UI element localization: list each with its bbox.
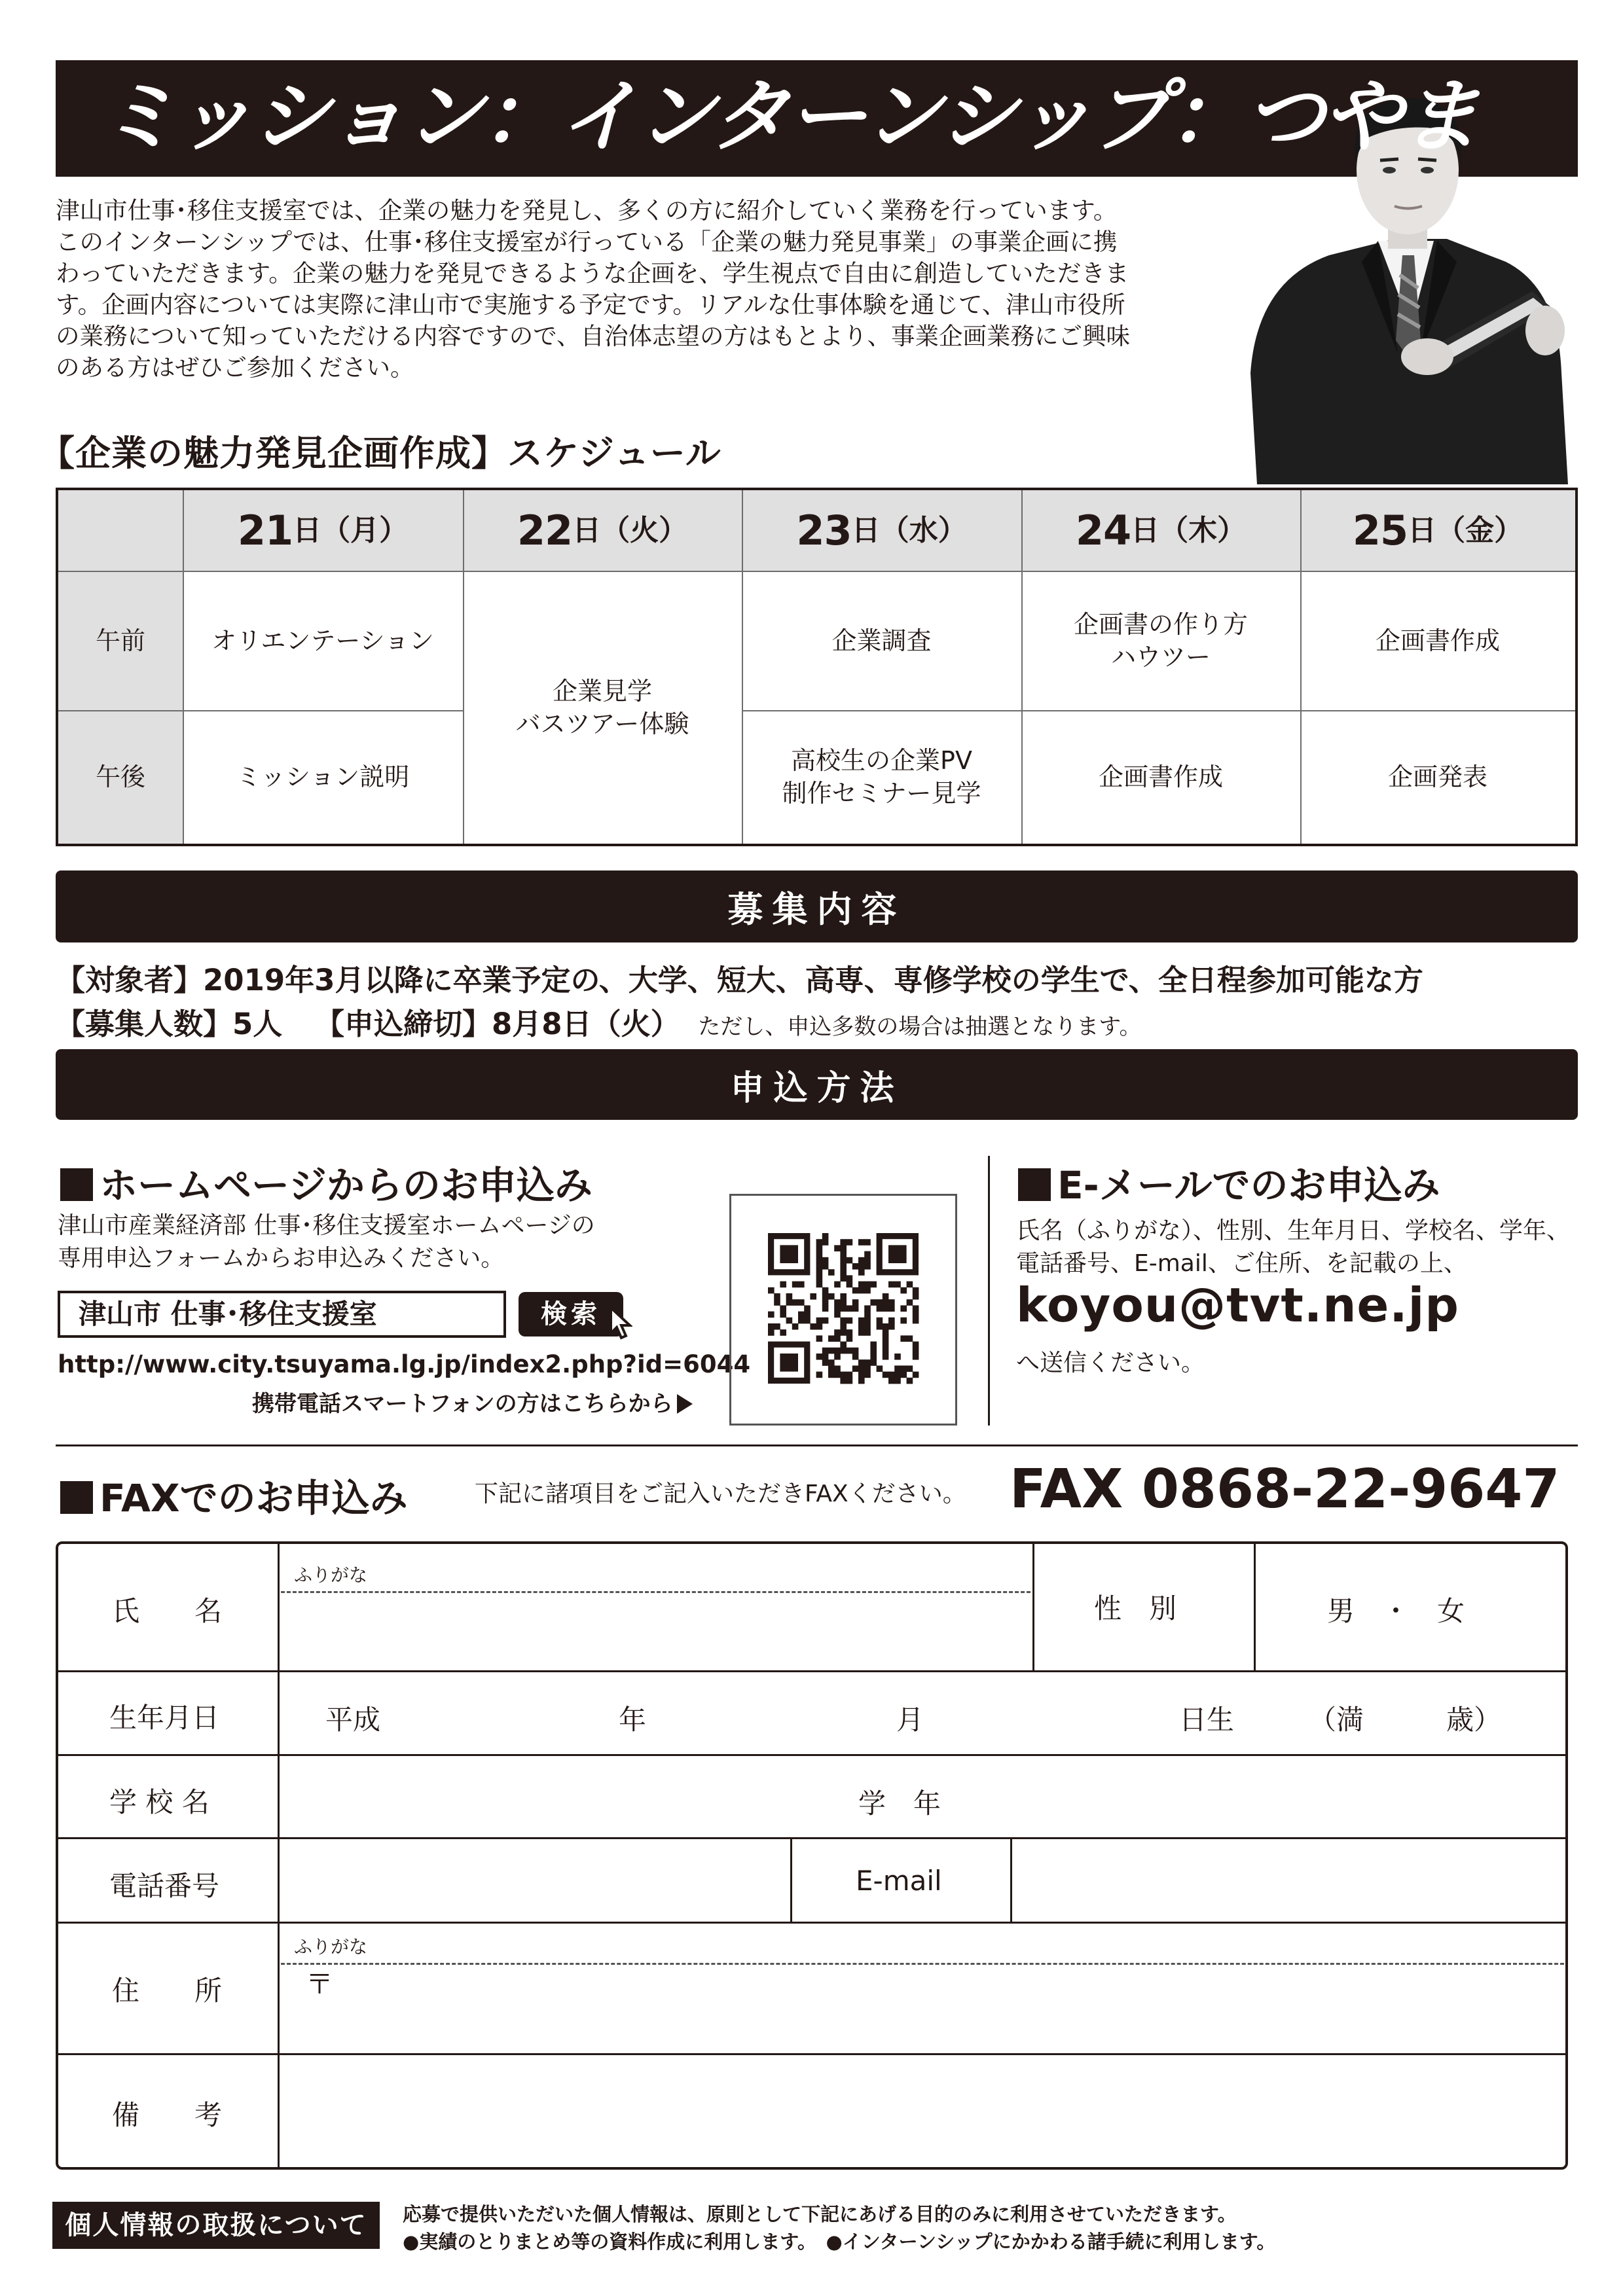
cell-23-am: 企業調査 xyxy=(831,626,932,655)
schedule-title: 【企業の魅力発見企画作成】スケジュール xyxy=(39,433,721,474)
furigana-label: ふりがな xyxy=(294,1936,368,1958)
square-bullet-icon xyxy=(1018,1168,1051,1201)
cell-24-am xyxy=(1021,571,1300,710)
day-header xyxy=(1300,490,1575,571)
name-field[interactable] xyxy=(284,1596,1029,1667)
cell-line: 高校生の企業PV xyxy=(791,746,972,775)
intro-line: のある方はぜひご参加ください。 xyxy=(56,353,414,382)
grade-label: 学 年 xyxy=(858,1787,941,1820)
email-line3: へ送信ください。 xyxy=(1016,1350,1205,1376)
hp-line1: 津山市産業経済部 仕事･移住支援室ホームページの xyxy=(58,1212,595,1239)
privacy-text xyxy=(403,2200,1275,2255)
cell-line: ハウツー xyxy=(1110,642,1211,672)
url-link[interactable]: http://www.city.tsuyama.lg.jp/index2.php?id=6044 xyxy=(58,1350,751,1378)
day-suffix: 日（月） xyxy=(293,513,409,547)
search-input[interactable]: 津山市 仕事･移住支援室 xyxy=(58,1291,506,1338)
day-number: 21 xyxy=(237,506,293,554)
row-header-am: 午前 xyxy=(95,626,145,655)
remarks-label: 備 考 xyxy=(112,2099,223,2131)
privacy-line: ●実績のとりまとめ等の資料作成に利用します。 ●インターンシップにかかわる諸手続に利用します。 xyxy=(403,2231,1276,2253)
privacy-line: 応募で提供いただいた個人情報は、原則として下記にあげる目的のみに利用させていただきます。 xyxy=(403,2203,1237,2225)
day-suffix: 日（水） xyxy=(851,513,967,547)
recruit-target: 【対象者】2019年3月以降に卒業予定の、大学、短大、高専、専修学校の学生で、全日程参加可能な方 xyxy=(56,963,1423,997)
furigana-dashed-line xyxy=(281,1963,1564,1965)
day-number: 24 xyxy=(1075,506,1131,554)
school-label: 学 校 名 xyxy=(109,1786,210,1818)
heisei-label: 平成 xyxy=(325,1704,381,1736)
email-label: E-mail xyxy=(856,1865,942,1897)
form-line xyxy=(58,2053,1565,2055)
cell-line: 制作セミナー見学 xyxy=(782,779,981,808)
name-label: 氏 名 xyxy=(112,1595,223,1627)
mobile-line xyxy=(252,1388,693,1420)
horizontal-divider xyxy=(56,1444,1578,1446)
day-header xyxy=(742,490,1021,571)
cell-24-pm: 企画書作成 xyxy=(1098,762,1223,791)
privacy-title: 個人情報の取扱について xyxy=(52,2202,380,2249)
phone-label: 電話番号 xyxy=(109,1870,220,1902)
email-line1: 氏名（ふりがな）、性別、生年月日、学校名、学年、 xyxy=(1016,1217,1571,1244)
cell-22-allday xyxy=(463,571,742,844)
email-title-text: E-メールでのお申込み xyxy=(1057,1163,1440,1208)
form-line xyxy=(58,1837,1565,1839)
day-label: 日生 xyxy=(1179,1704,1235,1736)
address-label: 住 所 xyxy=(112,1975,223,2007)
hp-title-text: ホームページからのお申込み xyxy=(100,1163,593,1208)
day-suffix: 日（金） xyxy=(1408,513,1523,547)
gender-options[interactable]: 男 ・ 女 xyxy=(1327,1595,1465,1627)
fax-number: FAX 0868-22-9647 xyxy=(1010,1458,1560,1520)
cell-25-am: 企画書作成 xyxy=(1375,626,1500,655)
hp-title xyxy=(60,1155,593,1210)
day-header xyxy=(183,490,463,571)
apply-bar: 申込方法 xyxy=(56,1049,1578,1120)
grade-field[interactable] xyxy=(1015,1758,1562,1835)
intro-line: す。企画内容については実際に津山市で実施する予定です。リアルな仕事体験を通じて、津山市役所 xyxy=(56,291,1125,319)
age-label: （満 歳） xyxy=(1309,1704,1502,1736)
furigana-dashed-line xyxy=(281,1591,1030,1593)
day-number: 25 xyxy=(1352,506,1408,554)
day-number: 23 xyxy=(796,506,852,554)
intro-line: このインターンシップでは、仕事･移住支援室が行っている「企業の魅力発見事業」の事業企画に携 xyxy=(56,228,1118,256)
square-bullet-icon xyxy=(60,1481,93,1514)
address-field[interactable] xyxy=(284,1969,1561,2051)
row-header-pm: 午後 xyxy=(95,762,145,791)
month-label: 月 xyxy=(896,1704,924,1736)
form-line xyxy=(1032,1544,1034,1671)
form-line xyxy=(790,1838,792,1922)
fax-note: 下記に諸項目をご記入いただきFAXください。 xyxy=(475,1480,966,1507)
fax-form xyxy=(56,1541,1568,2170)
email-address[interactable]: koyou@tvt.ne.jp xyxy=(1016,1278,1459,1333)
recruit-count: 【募集人数】5人 xyxy=(56,1007,283,1041)
intro-line: わっていただきます。企業の魅力を発見できるような企画を、学生視点で自由に創造していただきま xyxy=(56,259,1129,287)
recruit-count-line xyxy=(56,1000,1142,1043)
email-title xyxy=(1018,1155,1440,1210)
cell-line: 企画書の作り方 xyxy=(1073,609,1248,639)
fax-title-text: FAXでのお申込み xyxy=(100,1476,408,1520)
day-header xyxy=(1021,490,1300,571)
qr-code-frame xyxy=(729,1194,957,1426)
email-field[interactable] xyxy=(1015,1842,1562,1920)
schedule-table xyxy=(56,488,1578,846)
email-line2: 電話番号、E-mail、ご住所、を記載の上、 xyxy=(1016,1250,1467,1277)
cell-line: バスツアー体験 xyxy=(515,709,689,738)
form-line xyxy=(278,1544,280,2167)
search-button-label: 検索 xyxy=(541,1299,601,1329)
cell-23-pm xyxy=(742,710,1021,844)
page-title: ミッション：インターンシップ：つやま xyxy=(98,70,1478,163)
phone-field[interactable] xyxy=(284,1842,787,1920)
search-button[interactable] xyxy=(519,1292,623,1336)
cursor-icon xyxy=(609,1306,632,1340)
square-bullet-icon xyxy=(60,1168,93,1201)
recruit-bar: 募集内容 xyxy=(56,870,1578,942)
form-line xyxy=(1010,1838,1012,1922)
form-line xyxy=(1254,1544,1256,1671)
vertical-divider xyxy=(988,1156,990,1426)
cell-21-pm: ミッション説明 xyxy=(236,762,410,791)
form-line xyxy=(58,1670,1565,1672)
arrow-right-icon xyxy=(677,1394,693,1414)
intro-text xyxy=(56,195,1214,384)
intro-line: の業務について知っていただける内容ですので、自治体志望の方はもとより、事業企画業務にご興味 xyxy=(56,322,1131,350)
furigana-label: ふりがな xyxy=(294,1564,368,1586)
form-line xyxy=(58,1922,1565,1924)
qr-code-icon[interactable] xyxy=(731,1196,955,1424)
recruit-note: ただし、申込多数の場合は抽選となります。 xyxy=(698,1014,1142,1040)
fax-title xyxy=(60,1467,408,1522)
day-suffix: 日（木） xyxy=(1131,513,1247,547)
cell-line: 企業見学 xyxy=(552,676,652,706)
day-number: 22 xyxy=(517,506,573,554)
postal-mark: 〒 xyxy=(306,1968,334,2000)
birth-label: 生年月日 xyxy=(109,1702,220,1734)
day-suffix: 日（火） xyxy=(572,513,688,547)
year-label: 年 xyxy=(619,1704,647,1736)
form-line xyxy=(58,1754,1565,1756)
cell-21-am: オリエンテーション xyxy=(211,626,434,655)
intro-line: 津山市仕事･移住支援室では、企業の魅力を発見し、多くの方に紹介していく業務を行っています。 xyxy=(56,196,1118,224)
remarks-field[interactable] xyxy=(284,2058,1561,2163)
mobile-text: 携帯電話スマートフォンの方はこちらから xyxy=(252,1391,673,1417)
recruit-deadline: 【申込締切】8月8日（火） xyxy=(314,1007,680,1041)
day-header xyxy=(463,490,742,571)
hp-line2: 専用申込フォームからお申込みください。 xyxy=(58,1245,505,1272)
birthdate-field[interactable] xyxy=(284,1675,1561,1752)
cell-25-pm: 企画発表 xyxy=(1387,762,1487,791)
gender-label: 性 別 xyxy=(1094,1592,1177,1624)
